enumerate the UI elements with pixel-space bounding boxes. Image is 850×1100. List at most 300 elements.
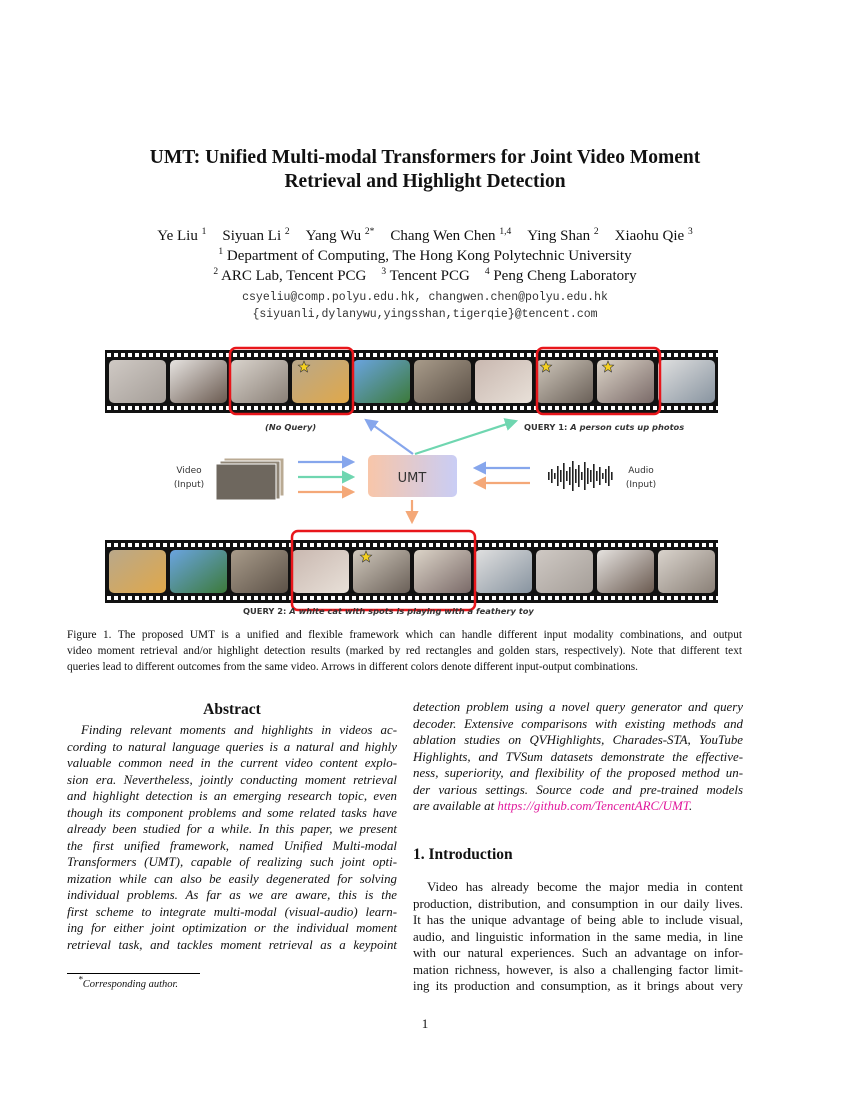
waveform-bar	[563, 463, 565, 489]
page-number: 1	[421, 1016, 429, 1031]
sprocket-hole	[576, 353, 580, 357]
sprocket-hole	[345, 543, 349, 547]
sprocket-hole	[170, 406, 174, 410]
sprocket-hole	[121, 406, 125, 410]
sprocket-hole	[597, 353, 601, 357]
sprocket-hole	[289, 353, 293, 357]
sprocket-hole	[282, 353, 286, 357]
sprocket-hole	[380, 353, 384, 357]
sprocket-hole	[387, 596, 391, 600]
sprocket-hole	[261, 353, 265, 357]
sprocket-hole	[408, 543, 412, 547]
sprocket-hole	[121, 596, 125, 600]
sprocket-hole	[485, 353, 489, 357]
sprocket-hole	[695, 596, 699, 600]
abstract-right-column	[413, 699, 743, 815]
sprocket-hole	[681, 543, 685, 547]
sprocket-hole	[695, 353, 699, 357]
sprocket-hole	[149, 353, 153, 357]
sprocket-hole	[436, 543, 440, 547]
sprocket-hole	[520, 543, 524, 547]
sprocket-hole	[716, 596, 720, 600]
sprocket-hole	[457, 596, 461, 600]
sprocket-hole	[401, 596, 405, 600]
sprocket-hole	[702, 596, 706, 600]
sprocket-hole	[569, 353, 573, 357]
sprocket-hole	[639, 353, 643, 357]
sprocket-hole	[499, 353, 503, 357]
sprocket-hole	[716, 543, 720, 547]
sprocket-hole	[107, 406, 111, 410]
sprocket-hole	[429, 353, 433, 357]
video-frame	[597, 550, 654, 593]
sprocket-hole	[254, 543, 258, 547]
author-sup: 1	[201, 227, 207, 237]
text-line: first scheme to integrate multi-modal (visual-audio) learn-	[67, 904, 397, 919]
author-name: Chang Wen Chen	[390, 228, 496, 244]
author	[527, 228, 598, 244]
sprocket-hole	[324, 543, 328, 547]
sprocket-hole	[520, 406, 524, 410]
waveform-bar	[581, 472, 583, 480]
sprocket-hole	[387, 543, 391, 547]
sprocket-hole	[359, 406, 363, 410]
sprocket-hole	[688, 353, 692, 357]
output-arrow-green	[415, 421, 516, 454]
sprocket-hole	[394, 406, 398, 410]
sprocket-hole	[135, 596, 139, 600]
text-line: Transformers (UMT), capable of realizing such joint opti-	[67, 855, 397, 869]
sprocket-hole	[576, 406, 580, 410]
audio-label: Audio	[628, 466, 654, 476]
sprocket-hole	[408, 596, 412, 600]
sprocket-hole	[401, 406, 405, 410]
sprocket-hole	[226, 596, 230, 600]
sprocket-hole	[142, 543, 146, 547]
sprocket-hole	[506, 543, 510, 547]
sprocket-hole	[114, 596, 118, 600]
sprocket-hole	[205, 543, 209, 547]
footnote-rule	[67, 973, 200, 974]
footnote-text: Corresponding author.	[82, 979, 179, 990]
sprocket-hole	[240, 406, 244, 410]
sprocket-hole	[492, 406, 496, 410]
sprocket-hole	[674, 596, 678, 600]
sprocket-hole	[464, 543, 468, 547]
query1-label	[524, 422, 684, 432]
text-line: ablation studies on QVHighlights, Charades-STA, YouTube	[413, 733, 743, 747]
sprocket-hole	[415, 543, 419, 547]
sprocket-hole	[268, 406, 272, 410]
sprocket-hole	[380, 406, 384, 410]
sprocket-hole	[184, 543, 188, 547]
sprocket-hole	[604, 596, 608, 600]
sprocket-hole	[247, 543, 251, 547]
sprocket-hole	[240, 596, 244, 600]
author	[615, 228, 693, 244]
sprocket-hole	[709, 543, 713, 547]
sprocket-hole	[128, 406, 132, 410]
sprocket-hole	[184, 406, 188, 410]
affiliation-2	[0, 266, 850, 286]
text-line: and highlight detection is an emerging research topic, even	[67, 789, 397, 803]
sprocket-hole	[303, 543, 307, 547]
sprocket-hole	[632, 596, 636, 600]
sprocket-hole	[513, 596, 517, 600]
abstract-line	[413, 798, 743, 815]
author-name: Siyuan Li	[222, 228, 282, 244]
sprocket-hole	[408, 353, 412, 357]
sprocket-hole	[681, 406, 685, 410]
query2-prefix: QUERY 2:	[243, 606, 287, 616]
sprocket-hole	[121, 543, 125, 547]
video-frame	[353, 360, 410, 403]
sprocket-hole	[275, 406, 279, 410]
sprocket-hole	[261, 543, 265, 547]
sprocket-hole	[562, 596, 566, 600]
sprocket-hole	[352, 596, 356, 600]
sprocket-hole	[625, 353, 629, 357]
text-line: mation richness, however, is also a challenging factor limit-	[413, 962, 743, 977]
sprocket-hole	[233, 596, 237, 600]
introduction-heading: 1. Introduction	[413, 846, 513, 863]
sprocket-hole	[163, 406, 167, 410]
sprocket-hole	[254, 596, 258, 600]
sprocket-hole	[541, 353, 545, 357]
sprocket-hole	[247, 353, 251, 357]
sprocket-hole	[625, 406, 629, 410]
sprocket-hole	[198, 353, 202, 357]
sprocket-hole	[555, 543, 559, 547]
text-line: cording to natural language queries is a natural and highly	[67, 739, 397, 754]
text-line: with our natural experiences. Such an advantage on infor-	[413, 946, 743, 960]
sprocket-hole	[128, 353, 132, 357]
sprocket-hole	[590, 543, 594, 547]
sprocket-hole	[233, 406, 237, 410]
author	[157, 228, 206, 244]
sprocket-hole	[611, 596, 615, 600]
sprocket-hole	[632, 543, 636, 547]
sprocket-hole	[471, 406, 475, 410]
sprocket-hole	[373, 596, 377, 600]
sprocket-hole	[527, 596, 531, 600]
sprocket-hole	[688, 543, 692, 547]
sprocket-hole	[548, 543, 552, 547]
sprocket-hole	[541, 543, 545, 547]
sprocket-hole	[170, 596, 174, 600]
sprocket-hole	[114, 406, 118, 410]
sprocket-hole	[205, 406, 209, 410]
sprocket-hole	[282, 543, 286, 547]
sprocket-hole	[275, 596, 279, 600]
sprocket-hole	[569, 596, 573, 600]
introduction-text	[413, 879, 743, 995]
sprocket-hole	[156, 406, 160, 410]
sprocket-hole	[247, 596, 251, 600]
sprocket-hole	[289, 406, 293, 410]
sprocket-hole	[506, 406, 510, 410]
text-line: ing its production and consumption, as it brings about very	[413, 979, 743, 993]
sprocket-hole	[450, 543, 454, 547]
video-frame	[658, 550, 715, 593]
sprocket-hole	[478, 406, 482, 410]
code-link[interactable]: https://github.com/TencentARC/UMT	[497, 799, 689, 813]
figure-caption	[67, 627, 742, 675]
sprocket-hole	[604, 406, 608, 410]
sprocket-hole	[499, 543, 503, 547]
author-sup: 1,4	[499, 227, 512, 237]
affil-sup: 1	[218, 247, 224, 257]
waveform-bar	[575, 469, 577, 483]
audio-sub: (Input)	[625, 480, 657, 490]
text-line: detection problem using a novel query generator and query	[413, 700, 743, 714]
sprocket-hole	[443, 406, 447, 410]
sprocket-hole	[387, 353, 391, 357]
sprocket-hole	[583, 596, 587, 600]
sprocket-hole	[583, 353, 587, 357]
sprocket-hole	[611, 406, 615, 410]
sprocket-hole	[681, 596, 685, 600]
sprocket-hole	[590, 406, 594, 410]
sprocket-hole	[114, 543, 118, 547]
sprocket-hole	[268, 353, 272, 357]
film-strip-top	[105, 350, 720, 413]
sprocket-hole	[401, 543, 405, 547]
sprocket-hole	[184, 596, 188, 600]
query2-label	[243, 606, 534, 616]
sprocket-hole	[646, 596, 650, 600]
sprocket-hole	[562, 353, 566, 357]
sprocket-hole	[380, 543, 384, 547]
affil-text: ARC Lab, Tencent PCG	[221, 268, 367, 284]
sprocket-hole	[450, 596, 454, 600]
sprocket-hole	[338, 596, 342, 600]
affil-text: Department of Computing, The Hong Kong Polytechnic University	[226, 248, 632, 264]
sprocket-hole	[436, 406, 440, 410]
sprocket-hole	[345, 596, 349, 600]
affil-sup: 3	[381, 267, 387, 277]
video-frame	[170, 360, 227, 403]
text-line: audio, and linguistic information in the same media, in line	[413, 929, 743, 944]
video-sub: (Input)	[173, 480, 205, 490]
sprocket-hole	[163, 353, 167, 357]
sprocket-hole	[639, 543, 643, 547]
sprocket-hole	[695, 543, 699, 547]
text-line: production, distribution, and consumption in our daily lives.	[413, 896, 743, 911]
sprocket-hole	[191, 353, 195, 357]
sprocket-hole	[170, 353, 174, 357]
sprocket-hole	[366, 543, 370, 547]
sprocket-hole	[359, 596, 363, 600]
text-line: It has the unique advantage of being able to include visual,	[413, 913, 743, 927]
sprocket-hole	[345, 406, 349, 410]
sprocket-hole	[709, 353, 713, 357]
sprocket-hole	[107, 596, 111, 600]
sprocket-hole	[674, 406, 678, 410]
sprocket-hole	[576, 543, 580, 547]
sprocket-hole	[618, 543, 622, 547]
waveform-bar	[605, 469, 607, 483]
sprocket-hole	[541, 596, 545, 600]
video-frame	[170, 550, 227, 593]
affil-sup: 2	[213, 267, 219, 277]
sprocket-hole	[198, 406, 202, 410]
sprocket-hole	[499, 406, 503, 410]
waveform-bar	[578, 465, 580, 487]
author	[222, 228, 289, 244]
sprocket-hole	[527, 406, 531, 410]
sprocket-hole	[394, 353, 398, 357]
waveform-bar	[596, 471, 598, 481]
sprocket-hole	[464, 353, 468, 357]
author-sup: 3	[687, 227, 693, 237]
author-block	[0, 226, 850, 286]
sprocket-hole	[156, 596, 160, 600]
sprocket-hole	[478, 353, 482, 357]
video-frame	[231, 550, 288, 593]
sprocket-hole	[415, 406, 419, 410]
sprocket-hole	[359, 543, 363, 547]
email-line: csyeliu@comp.polyu.edu.hk, changwen.chen@polyu.edu.hk	[242, 291, 608, 304]
sprocket-hole	[380, 596, 384, 600]
sprocket-hole	[282, 596, 286, 600]
text-line: Highlights, and TVSum datasets demonstrate the effective-	[413, 749, 743, 764]
affil-text: Peng Cheng Laboratory	[493, 268, 637, 284]
sprocket-hole	[429, 543, 433, 547]
sprocket-hole	[198, 543, 202, 547]
sprocket-hole	[597, 543, 601, 547]
sprocket-hole	[296, 543, 300, 547]
sprocket-hole	[247, 406, 251, 410]
sprocket-hole	[415, 596, 419, 600]
waveform-bar	[587, 468, 589, 484]
sprocket-hole	[667, 406, 671, 410]
sprocket-hole	[667, 596, 671, 600]
sprocket-hole	[310, 353, 314, 357]
sprocket-hole	[191, 406, 195, 410]
text-line: Finding relevant moments and highlights in videos ac-	[81, 723, 397, 737]
sprocket-hole	[212, 596, 216, 600]
sprocket-hole	[506, 596, 510, 600]
text-line: ness, superiority, and flexibility of the proposed method un-	[413, 766, 743, 780]
audio-waveform-icon	[548, 461, 613, 491]
sprocket-hole	[373, 406, 377, 410]
query2-text: A white cat with spots is playing with a feathery toy	[289, 606, 534, 616]
sprocket-hole	[632, 406, 636, 410]
sprocket-hole	[205, 596, 209, 600]
sprocket-hole	[604, 543, 608, 547]
sprocket-hole	[429, 406, 433, 410]
text-line: retrieval task, and tackles moment retrieval as a keypoint	[67, 937, 397, 952]
sprocket-hole	[422, 353, 426, 357]
sprocket-hole	[702, 406, 706, 410]
sprocket-hole	[548, 406, 552, 410]
sprocket-hole	[394, 543, 398, 547]
sprocket-hole	[569, 543, 573, 547]
waveform-bar	[599, 467, 601, 485]
sprocket-hole	[667, 543, 671, 547]
sprocket-hole	[520, 353, 524, 357]
sprocket-hole	[485, 596, 489, 600]
text-line: individual problems. As far as we are aware, this is the	[67, 888, 397, 902]
sprocket-hole	[667, 353, 671, 357]
sprocket-hole	[170, 543, 174, 547]
sprocket-hole	[646, 406, 650, 410]
sprocket-hole	[156, 353, 160, 357]
paper-title	[0, 146, 850, 194]
text-line: already been studied for a while. In this paper, we present	[67, 822, 397, 836]
sprocket-hole	[128, 596, 132, 600]
affiliation-1	[0, 246, 850, 266]
waveform-bar	[608, 466, 610, 486]
sprocket-hole	[387, 406, 391, 410]
output-arrow-blue	[366, 420, 413, 454]
sprocket-hole	[653, 353, 657, 357]
sprocket-hole	[597, 596, 601, 600]
sprocket-hole	[331, 596, 335, 600]
sprocket-hole	[457, 353, 461, 357]
affil-sup: 4	[484, 267, 490, 277]
sprocket-hole	[590, 596, 594, 600]
sprocket-hole	[576, 596, 580, 600]
sprocket-hole	[282, 406, 286, 410]
sprocket-hole	[695, 406, 699, 410]
sprocket-hole	[478, 543, 482, 547]
sprocket-hole	[296, 406, 300, 410]
sprocket-hole	[219, 406, 223, 410]
waveform-bar	[554, 473, 556, 479]
sprocket-hole	[646, 353, 650, 357]
sprocket-hole	[177, 543, 181, 547]
sprocket-hole	[485, 406, 489, 410]
sprocket-hole	[338, 543, 342, 547]
sprocket-hole	[394, 596, 398, 600]
sprocket-hole	[352, 543, 356, 547]
video-frame	[475, 360, 532, 403]
sprocket-hole	[219, 543, 223, 547]
sprocket-hole	[331, 353, 335, 357]
sprocket-hole	[674, 543, 678, 547]
sprocket-hole	[513, 543, 517, 547]
sprocket-hole	[499, 596, 503, 600]
sprocket-hole	[527, 353, 531, 357]
sprocket-hole	[660, 596, 664, 600]
sprocket-hole	[457, 543, 461, 547]
video-frame	[109, 550, 166, 593]
video-stack-frame	[216, 464, 276, 500]
query1-prefix: QUERY 1:	[524, 422, 568, 432]
sprocket-hole	[331, 406, 335, 410]
text-line: decoder. Extensive comparisons with existing methods and	[413, 716, 743, 731]
sprocket-hole	[534, 596, 538, 600]
sprocket-hole	[212, 353, 216, 357]
sprocket-hole	[268, 596, 272, 600]
sprocket-hole	[401, 353, 405, 357]
sprocket-hole	[674, 353, 678, 357]
sprocket-hole	[688, 406, 692, 410]
sprocket-hole	[317, 353, 321, 357]
sprocket-hole	[611, 543, 615, 547]
sprocket-hole	[485, 543, 489, 547]
video-frame	[414, 360, 471, 403]
sprocket-hole	[114, 353, 118, 357]
sprocket-hole	[233, 353, 237, 357]
author-name: Xiaohu Qie	[614, 228, 685, 244]
sprocket-hole	[562, 406, 566, 410]
sprocket-hole	[331, 543, 335, 547]
sprocket-hole	[548, 353, 552, 357]
sprocket-hole	[422, 543, 426, 547]
